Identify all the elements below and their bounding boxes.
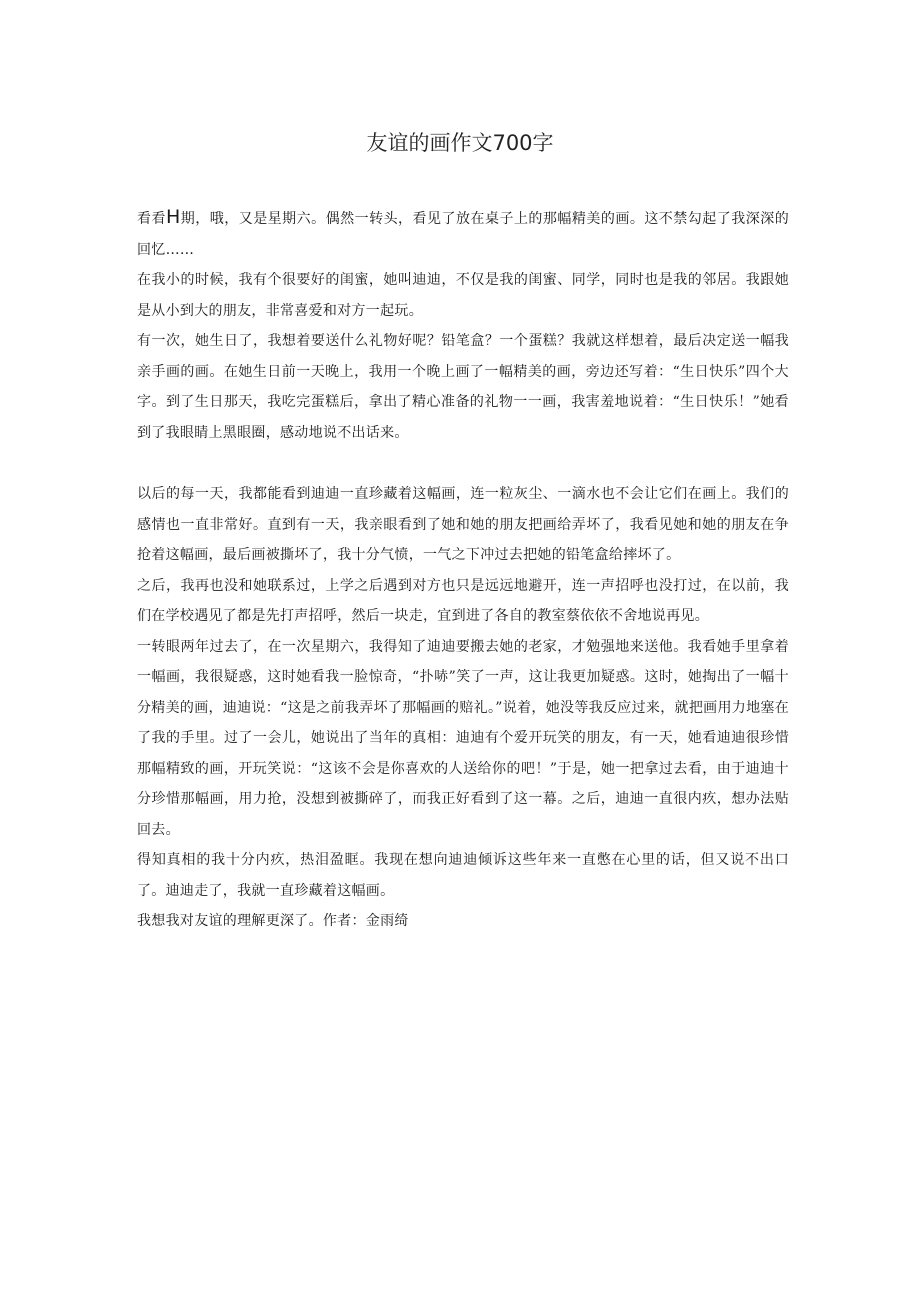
document-body bbox=[137, 204, 789, 937]
paragraph-1-text: 期，哦，又是星期六。偶然一转头，看见了放在桌子上的那幅精美的画。这不禁勾起了我深深的回忆…… bbox=[137, 211, 789, 258]
paragraph-gap bbox=[137, 448, 789, 479]
document-title: 友谊的画作文700字 bbox=[366, 131, 554, 155]
paragraph-1-big-letter: H bbox=[165, 206, 181, 228]
paragraph-4: 以后的每一天，我都能看到迪迪一直珍藏着这幅画，连一粒灰尘、一滴水也不会让它们在画上。我们的感情也一直非常好。直到有一天，我亲眼看到了她和她的朋友把画给弄坏了，我看见她和她的朋友在争抢着这幅画，最后画被撕坏了，我十分气愤，一气之下冲过去把她的铅笔盒给摔坏了。 bbox=[137, 486, 789, 563]
paragraph-5: 之后，我再也没和她联系过，上学之后遇到对方也只是远远地避开，连一声招呼也没打过，在以前，我们在学校遇见了都是先打声招呼，然后一块走，宜到进了各自的教室蔡依依不舍地说再见。 bbox=[137, 577, 789, 624]
paragraph-7: 得知真相的我十分内疚，热泪盈眶。我现在想向迪迪倾诉这些年来一直憋在心里的话，但又说不出口了。迪迪走了，我就一直珍藏着这幅画。 bbox=[137, 852, 789, 899]
paragraph-1 bbox=[137, 204, 789, 265]
paragraph-2: 在我小的时候，我有个很要好的闺蜜，她叫迪迪，不仅是我的闺蜜、同学，同时也是我的邻居。我跟她是从小到大的朋友，非常喜爱和对方一起玩。 bbox=[137, 272, 789, 319]
paragraph-1-prefix: 看看 bbox=[137, 211, 166, 227]
paragraph-8: 我想我对友谊的理解更深了。作者：金雨绮 bbox=[137, 913, 409, 929]
paragraph-6: 一转眼两年过去了，在一次星期六，我得知了迪迪要搬去她的老家，才勉强地来送他。我看她手里拿着一幅画，我很疑惑，这时她看我一脸惊奇，“扑哧”笑了一声，这让我更加疑惑。这时，她掏出了一幅十分精美的画，迪迪说：“这是之前我弄坏了那幅画的赔礼。”说着，她没等我反应过来，就把画用力地塞在了我的手里。过了一会儿，她说出了当年的真相：迪迪有个爱开玩笑的朋友，有一天，她看迪迪很珍惜那幅精致的画，开玩笑说：“这该不会是你喜欢的人送给你的吧！”于是，她一把拿过去看，由于迪迪十分珍惜那幅画，用力抢，没想到被撕碎了，而我正好看到了这一幕。之后，迪迪一直很内疚，想办法贴回去。 bbox=[137, 638, 789, 838]
paragraph-3: 有一次，她生日了，我想着要送什么礼物好呢？铅笔盒？一个蛋糕？我就这样想着，最后决定送一幅我亲手画的画。在她生日前一天晚上，我用一个晚上画了一幅精美的画，旁边还写着：“生日快乐”四个大字。到了生日那天，我吃完蛋糕后，拿出了精心准备的礼物一一画，我害羞地说着：“生日快乐！”她看到了我眼睛上黑眼圈，感动地说不出话来。 bbox=[137, 333, 789, 441]
